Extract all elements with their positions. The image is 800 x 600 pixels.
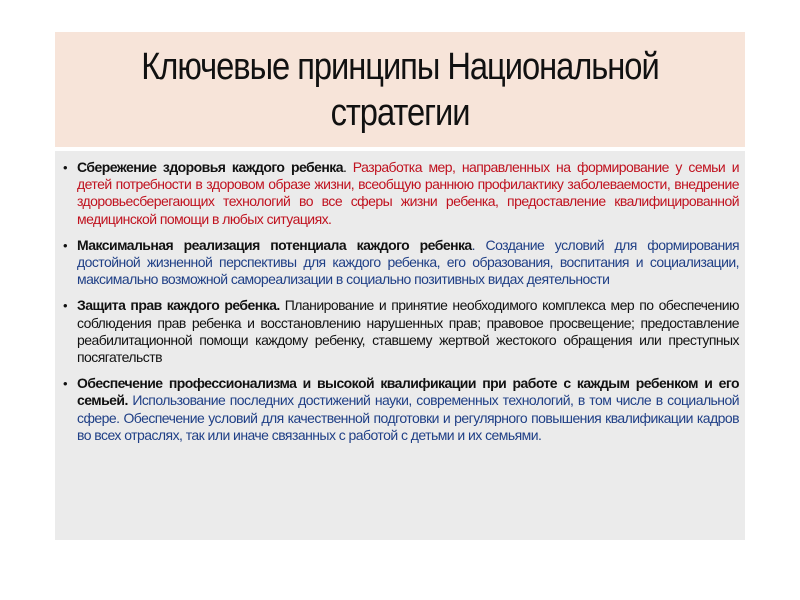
principle-lead: Обеспечение профессионализма и высокой квалификации при работе с каждым ребенком и его семьей. — [77, 375, 739, 409]
principle-description: Использование последних достижений науки, современных технологий, в том числе в социальной сфере. Обеспечение условий для качественной подготовки и регулярного повышения квалификации кадров во всех отраслях, так или иначе связанных с работой с детьми и их семьями. — [77, 392, 739, 443]
principle-potential — [63, 237, 739, 289]
bullet-icon: • — [63, 376, 68, 392]
principle-description: Планирование и принятие необходимого комплекса мер по обеспечению соблюдения прав ребенка и восстановлению нарушенных прав; правовое просвещение; предоставление реабилитационной помощи каждому ребенку, ставшему жертвой жестокого обращения или преступных посягательств — [77, 297, 739, 366]
bullet-icon: • — [63, 237, 68, 253]
bullet-icon: • — [63, 160, 68, 175]
bullet-icon: • — [63, 298, 68, 314]
principle-health — [63, 159, 739, 228]
principles-list — [63, 159, 739, 444]
principle-separator: . — [342, 159, 347, 175]
principle-lead: Защита прав каждого ребенка. — [77, 297, 280, 314]
principle-description: Разработка мер, направленных на формирование у семьи и детей потребности в здоровом образе жизни, всеобщую раннюю профилактику заболеваемости, внедрение здоровьесберегающих технологий во все сферы жизни ребенка, предоставление квалифицированной медицинской помощи в любых ситуациях. — [77, 159, 739, 227]
slide-title: Ключевые принципы Национальной стратегии — [141, 45, 659, 134]
principle-lead: Сбережение здоровья каждого ребенка — [77, 159, 343, 175]
principle-rights — [63, 297, 739, 366]
slide-title-panel — [55, 32, 745, 147]
principles-panel — [55, 151, 745, 540]
principle-separator: . — [471, 236, 476, 253]
principle-lead: Максимальная реализация потенциала каждого ребенка — [77, 236, 472, 253]
principle-description: Создание условий для формирования достойной жизненной перспективы для каждого ребенка, его образования, воспитания и социализации, максимально возможной самореализации в социально позитивных видах деятельности — [77, 236, 739, 288]
principle-professionalism — [63, 375, 739, 444]
